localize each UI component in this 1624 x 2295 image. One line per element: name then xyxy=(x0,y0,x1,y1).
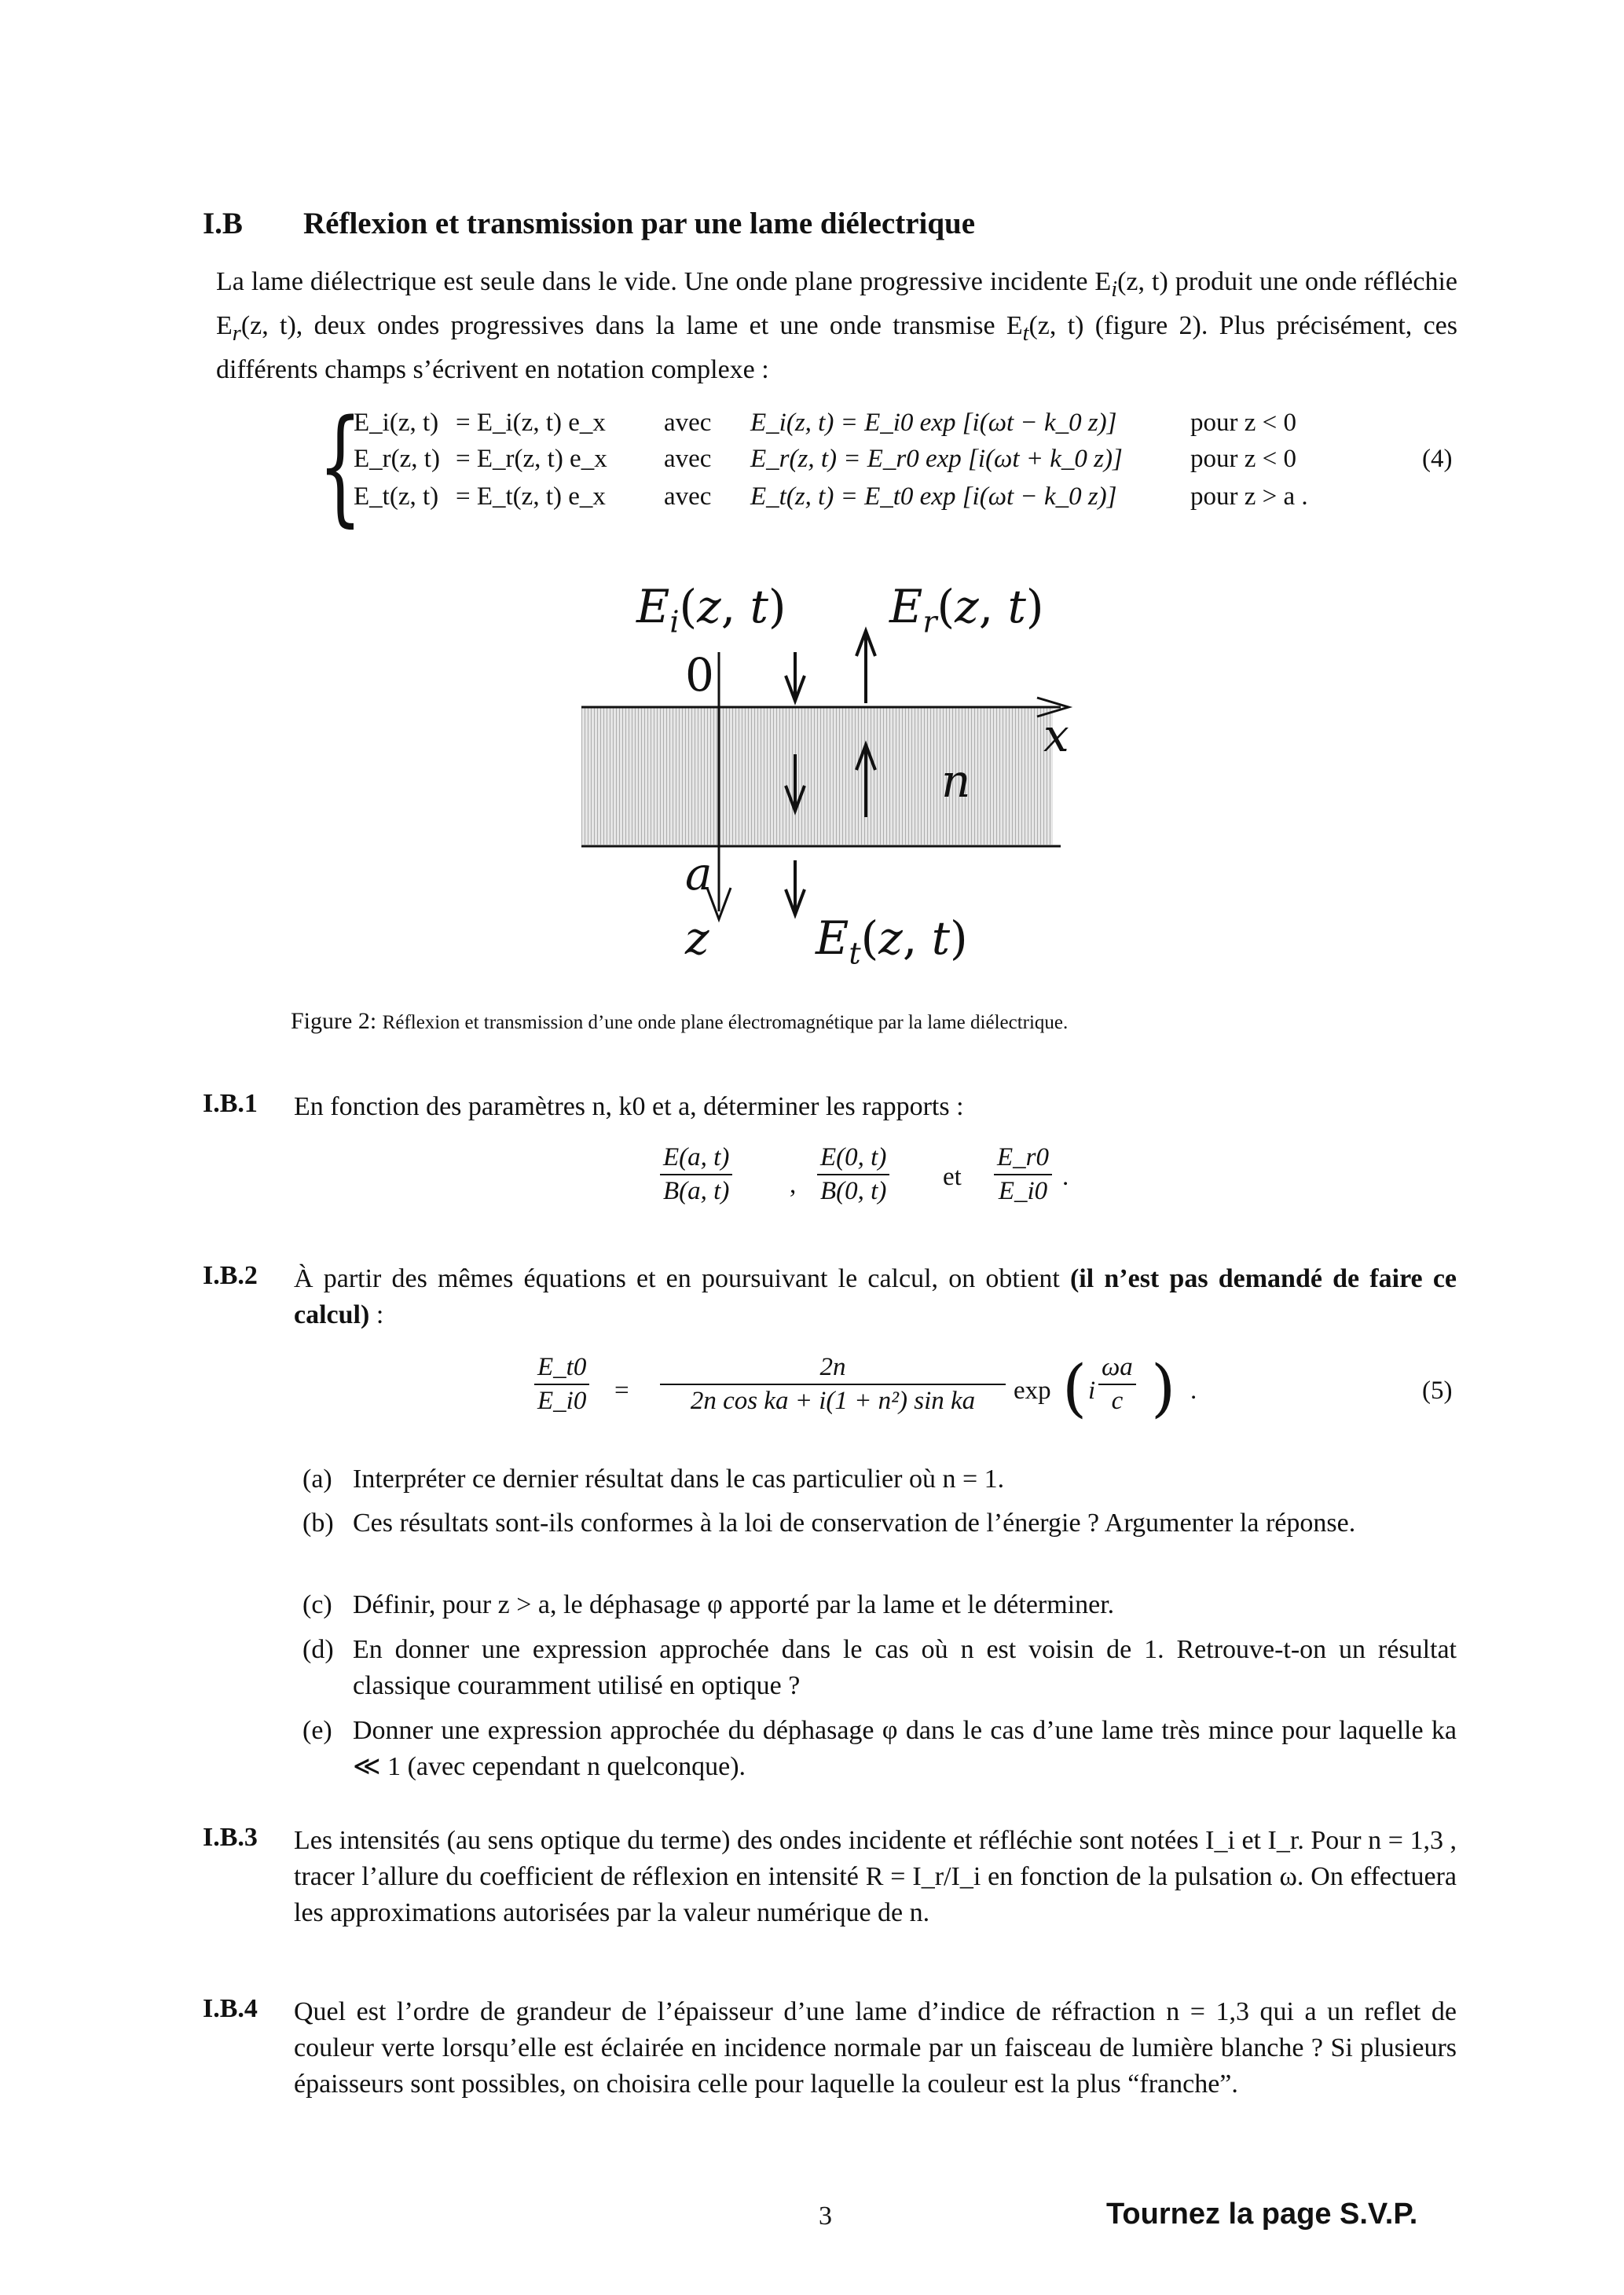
intro-text-3: (z, t), deux ondes progressives dans la lame et une onde transmise E xyxy=(240,310,1023,340)
intro-paragraph: La lame diélectrique est seule dans le vide. Une onde plane progressive incidente $E_i(z$, t) produit une onde réfléchie $E_r(z$, t), deux ondes progressives dans la lame et une onde transmise $E_t(z$, t) (figure 2). Plus précisément, ces différents champs s’écrivent en notation complexe : xyxy=(216,267,1457,384)
system-def-2 xyxy=(456,445,607,474)
ratio-0 xyxy=(817,1143,889,1206)
section-title: Réflexion et transmission par une lame diélectrique xyxy=(303,207,976,240)
eq5-equals: = xyxy=(614,1377,629,1405)
system-avec-1 xyxy=(664,409,711,438)
system-rhs-2 xyxy=(750,445,1123,474)
eq5-denominator: 2n cos ka + i(1 + n²) sin ka xyxy=(690,1387,976,1415)
system-rhs: E_t(z, t) = E_t0 exp [i(ωt − k_0 z)] xyxy=(750,482,1117,511)
ratio-reflection-numerator: E_r0 xyxy=(997,1143,1049,1171)
intro-text-2: (z, t) produit une onde réfléchie E xyxy=(216,267,1457,340)
ib2-item-b-label: (b) xyxy=(302,1509,334,1538)
caption-text: Réflexion et transmission d’une onde plane électromagnétique par la lame diélectrique. xyxy=(382,1012,1069,1033)
intro-text-4: (z, t) (figure 2). Plus précisément, ces différents champs s’écrivent en notation complexe : xyxy=(216,310,1457,384)
system-avec: avec xyxy=(664,445,712,473)
eq5-lhs xyxy=(534,1353,589,1416)
system-def: = E_i(z, t) e_x xyxy=(456,409,606,437)
system-def-3 xyxy=(456,482,606,511)
figure-caption xyxy=(291,1008,1068,1035)
question-label-ib2: I.B.2 xyxy=(203,1261,258,1290)
ratio-separator: , xyxy=(790,1171,797,1199)
ib2-item-c-label: (c) xyxy=(302,1590,332,1619)
eq5-paren-left: ( xyxy=(1062,1351,1087,1424)
ib2-item-d-text: En donner une expression approchée dans le cas où n est voisin de 1. Retrouve-t-on un résultat classique couramment utilisé en optique ? xyxy=(353,1635,1457,1700)
system-lhs: E_i(z, t) xyxy=(354,409,439,437)
ratio-a xyxy=(660,1143,732,1206)
question-label-ib1: I.B.1 xyxy=(203,1089,258,1118)
ib2-item-c-text: Définir, pour z > a, le déphasage φ apporté par la lame et le déterminer. xyxy=(353,1590,1115,1619)
system-avec: avec xyxy=(664,409,712,437)
eq5-exponent-fraction xyxy=(1098,1353,1136,1416)
label-z-axis: z xyxy=(685,911,709,965)
question-text-ib2 xyxy=(294,1261,1457,1333)
label-incident-field: $E_i(z$, t) xyxy=(636,580,786,640)
system-cond: pour z < 0 xyxy=(1190,409,1296,437)
page-number: 3 xyxy=(819,2202,832,2231)
system-row-1 xyxy=(354,409,438,438)
system-row-2 xyxy=(354,445,440,474)
ib2-item-d-label: (d) xyxy=(302,1635,334,1664)
equation-number-5: (5) xyxy=(1422,1377,1453,1405)
question-text-ib3: Les intensités (au sens optique du terme) des ondes incidente et réfléchie sont notées I_i et I_r. Pour n = 1,3 , tracer l’allure du coefficient de réflexion en intensité R = I_r/I_i en fonction de la pulsation ω. On effectuera les approximations autorisées par la valeur numérique de n. xyxy=(294,1826,1457,1927)
ib2-item-a-text: Interpréter ce dernier résultat dans le cas particulier où n = 1. xyxy=(353,1465,1005,1494)
ratio-reflection xyxy=(994,1143,1052,1206)
section-heading xyxy=(203,206,975,241)
system-rhs-3 xyxy=(750,482,1117,511)
ratio-reflection-denominator: E_i0 xyxy=(998,1177,1048,1205)
system-cond-1 xyxy=(1190,409,1296,438)
system-lhs: E_t(z, t) xyxy=(354,482,439,511)
system-rhs-1 xyxy=(750,409,1117,438)
eq5-lhs-numerator: E_t0 xyxy=(537,1353,587,1381)
system-cond-3 xyxy=(1190,482,1308,511)
eq5-numerator: 2n xyxy=(819,1353,846,1381)
system-rhs: E_i(z, t) = E_i0 exp [i(ωt − k_0 z)] xyxy=(750,409,1117,437)
eq5-exp: exp xyxy=(1014,1377,1051,1405)
ratio-0-numerator: E(0, t) xyxy=(820,1143,887,1171)
figure-2 xyxy=(566,566,1131,990)
label-x-axis: x xyxy=(1043,709,1069,762)
dielectric-slab xyxy=(581,707,1053,845)
caption-prefix: Figure 2: xyxy=(291,1008,377,1034)
ratio-et: et xyxy=(943,1163,962,1191)
ib2-text-a: À partir des mêmes équations et en poursuivant le calcul, on obtient xyxy=(294,1264,1060,1293)
system-avec: avec xyxy=(664,482,712,511)
system-brace: { xyxy=(318,392,362,539)
intro-text-1: La lame diélectrique est seule dans le vide. Une onde plane progressive incidente E xyxy=(216,267,1112,296)
ratio-0-denominator: B(0, t) xyxy=(820,1177,887,1205)
ib2-text-b: : xyxy=(376,1300,384,1329)
question-label-ib3: I.B.3 xyxy=(203,1823,258,1852)
question-text-ib4: Quel est l’ordre de grandeur de l’épaisseur d’une lame d’indice de réfraction n = 1,3 qui a un reflet de couleur verte lorsqu’elle est éclairée en incidence normale par un faisceau de lumière blanche ? Si plusieurs épaisseurs sont possibles, on choisira celle pour laquelle la couleur est la plus “franche”. xyxy=(294,1997,1457,2099)
system-def: = E_r(z, t) e_x xyxy=(456,445,607,473)
eq5-main-fraction xyxy=(660,1353,1006,1416)
system-cond-2 xyxy=(1190,445,1296,474)
system-cond: pour z < 0 xyxy=(1190,445,1296,473)
label-index-n: n xyxy=(941,754,971,808)
system-row-3 xyxy=(354,482,438,511)
label-thickness-a: a xyxy=(685,847,713,900)
eq5-exponent-denominator: c xyxy=(1111,1387,1124,1415)
ib2-item-e-text: Donner une expression approchée du déphasage φ dans le cas d’une lame très mince pour laquelle ka ≪ 1 (avec cependant n quelconque). xyxy=(353,1716,1457,1781)
ratio-dot: . xyxy=(1062,1163,1069,1191)
equation-number-4: (4) xyxy=(1422,445,1453,473)
eq5-exponent-numerator: ωa xyxy=(1102,1353,1133,1381)
ib2-item-e-label: (e) xyxy=(302,1716,332,1745)
ratio-a-numerator: E(a, t) xyxy=(663,1143,730,1171)
question-text-ib1: En fonction des paramètres n, k0 et a, déterminer les rapports : xyxy=(294,1092,964,1121)
ib2-item-b-text: Ces résultats sont-ils conformes à la loi de conservation de l’énergie ? Argumenter la réponse. xyxy=(353,1509,1356,1538)
question-label-ib4: I.B.4 xyxy=(203,1994,258,2023)
ib2-text-bold: (il n’est pas demandé de faire ce calcul) xyxy=(294,1264,1457,1329)
section-number: I.B xyxy=(203,207,243,240)
system-def-1 xyxy=(456,409,606,438)
ib2-item-a-label: (a) xyxy=(302,1465,332,1494)
turn-page-note: Tournez la page S.V.P. xyxy=(1106,2198,1418,2231)
system-def: = E_t(z, t) e_x xyxy=(456,482,606,511)
label-transmitted-field: $E_t(z$, t) xyxy=(816,911,968,971)
label-reflected-field: $E_r(z$, t) xyxy=(889,580,1044,640)
system-avec-3 xyxy=(664,482,711,511)
system-rhs: E_r(z, t) = E_r0 exp [i(ωt + k_0 z)] xyxy=(750,445,1123,473)
ratio-a-denominator: B(a, t) xyxy=(663,1177,730,1205)
eq5-i: i xyxy=(1088,1377,1096,1405)
label-origin: 0 xyxy=(685,648,714,702)
system-avec-2 xyxy=(664,445,711,474)
eq5-lhs-denominator: E_i0 xyxy=(537,1387,587,1415)
eq5-paren-right: ) xyxy=(1151,1351,1176,1424)
eq5-dot: . xyxy=(1190,1377,1197,1405)
system-cond: pour z > a . xyxy=(1190,482,1308,511)
system-lhs: E_r(z, t) xyxy=(354,445,440,473)
